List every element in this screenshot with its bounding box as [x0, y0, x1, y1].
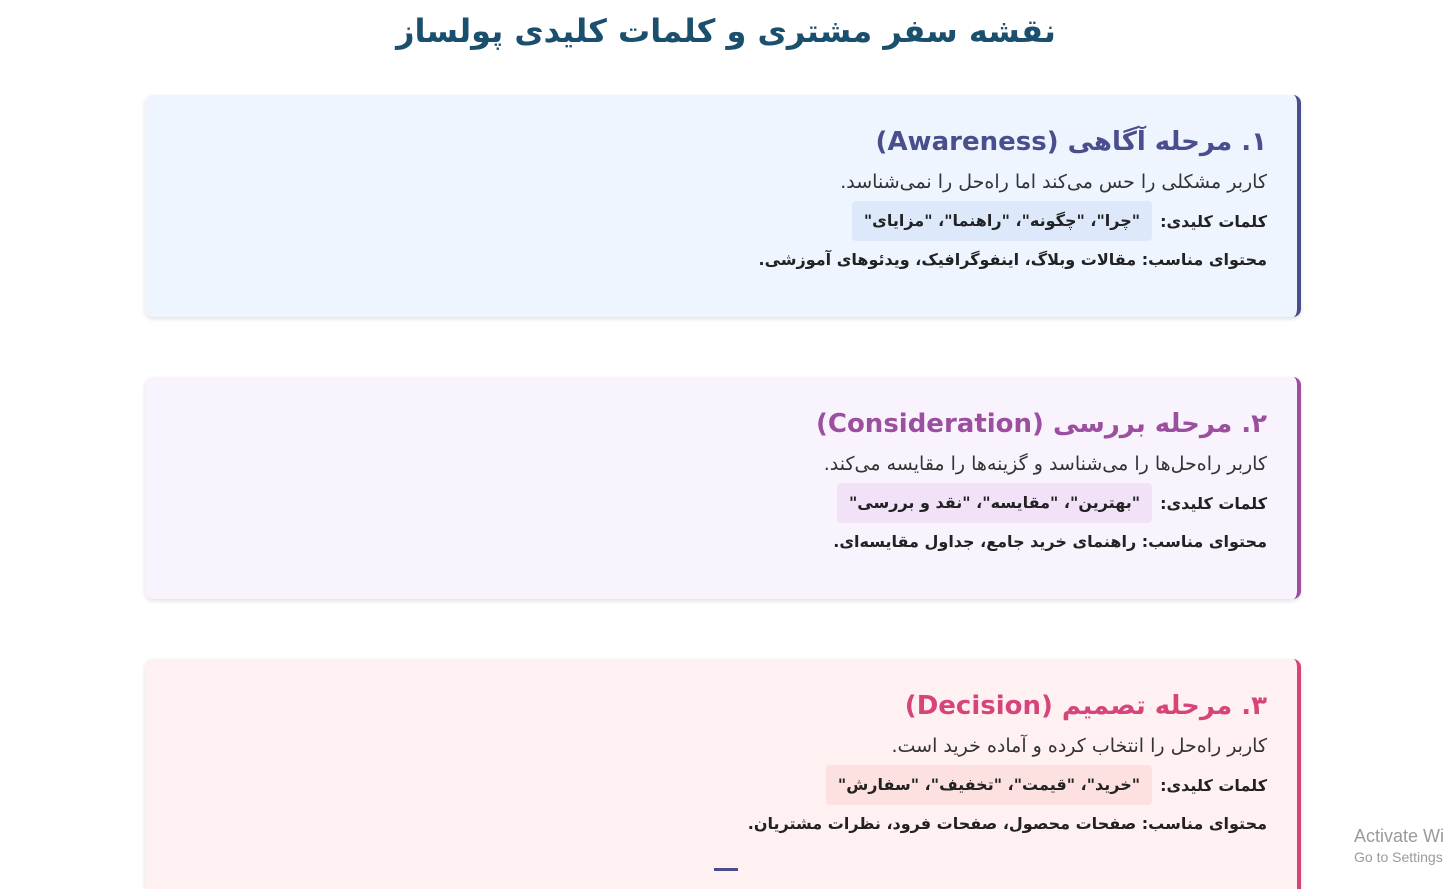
- suitable-content: محتوای مناسب: مقالات وبلاگ، اینفوگرافیک، ویدئوهای آموزشی.: [758, 250, 1267, 269]
- stage-title: ۱. مرحله آگاهی (Awareness): [875, 127, 1267, 157]
- suitable-content: محتوای مناسب: صفحات محصول، صفحات فرود، نظرات مشتریان.: [747, 814, 1267, 833]
- stage-card-decision: [145, 659, 1301, 889]
- keywords-chip: "بهترین"، "مقایسه"، "نقد و بررسی": [837, 483, 1152, 523]
- keywords-row: [175, 765, 1267, 805]
- stage-description: کاربر راه‌حل را انتخاب کرده و آماده خرید است.: [891, 735, 1267, 757]
- watermark-line-1: Activate Wi: [1354, 826, 1445, 846]
- suitable-content: محتوای مناسب: راهنمای خرید جامع، جداول مقایسه‌ای.: [833, 532, 1267, 551]
- keywords-label: کلمات کلیدی:: [1160, 493, 1267, 513]
- keywords-row: [175, 201, 1267, 241]
- keywords-chip: "چرا"، "چگونه"، "راهنما"، "مزایای": [852, 201, 1152, 241]
- page-title: نقشه سفر مشتری و کلمات کلیدی پولساز: [396, 12, 1056, 50]
- keywords-row: [175, 483, 1267, 523]
- watermark-line-2: Go to Settings: [1354, 849, 1443, 865]
- keywords-chip: "خرید"، "قیمت"، "تخفیف"، "سفارش": [826, 765, 1152, 805]
- keywords-label: کلمات کلیدی:: [1160, 775, 1267, 795]
- stage-card-awareness: [145, 95, 1301, 317]
- windows-activation-watermark: [1354, 825, 1452, 867]
- stage-description: کاربر مشکلی را حس می‌کند اما راه‌حل را نمی‌شناسد.: [840, 171, 1267, 193]
- stage-description: کاربر راه‌حل‌ها را می‌شناسد و گزینه‌ها را مقایسه می‌کند.: [823, 453, 1267, 475]
- stage-card-consideration: [145, 377, 1301, 599]
- keywords-label: کلمات کلیدی:: [1160, 211, 1267, 231]
- stage-title: ۳. مرحله تصمیم (Decision): [904, 691, 1267, 721]
- stage-title: ۲. مرحله بررسی (Consideration): [815, 409, 1267, 439]
